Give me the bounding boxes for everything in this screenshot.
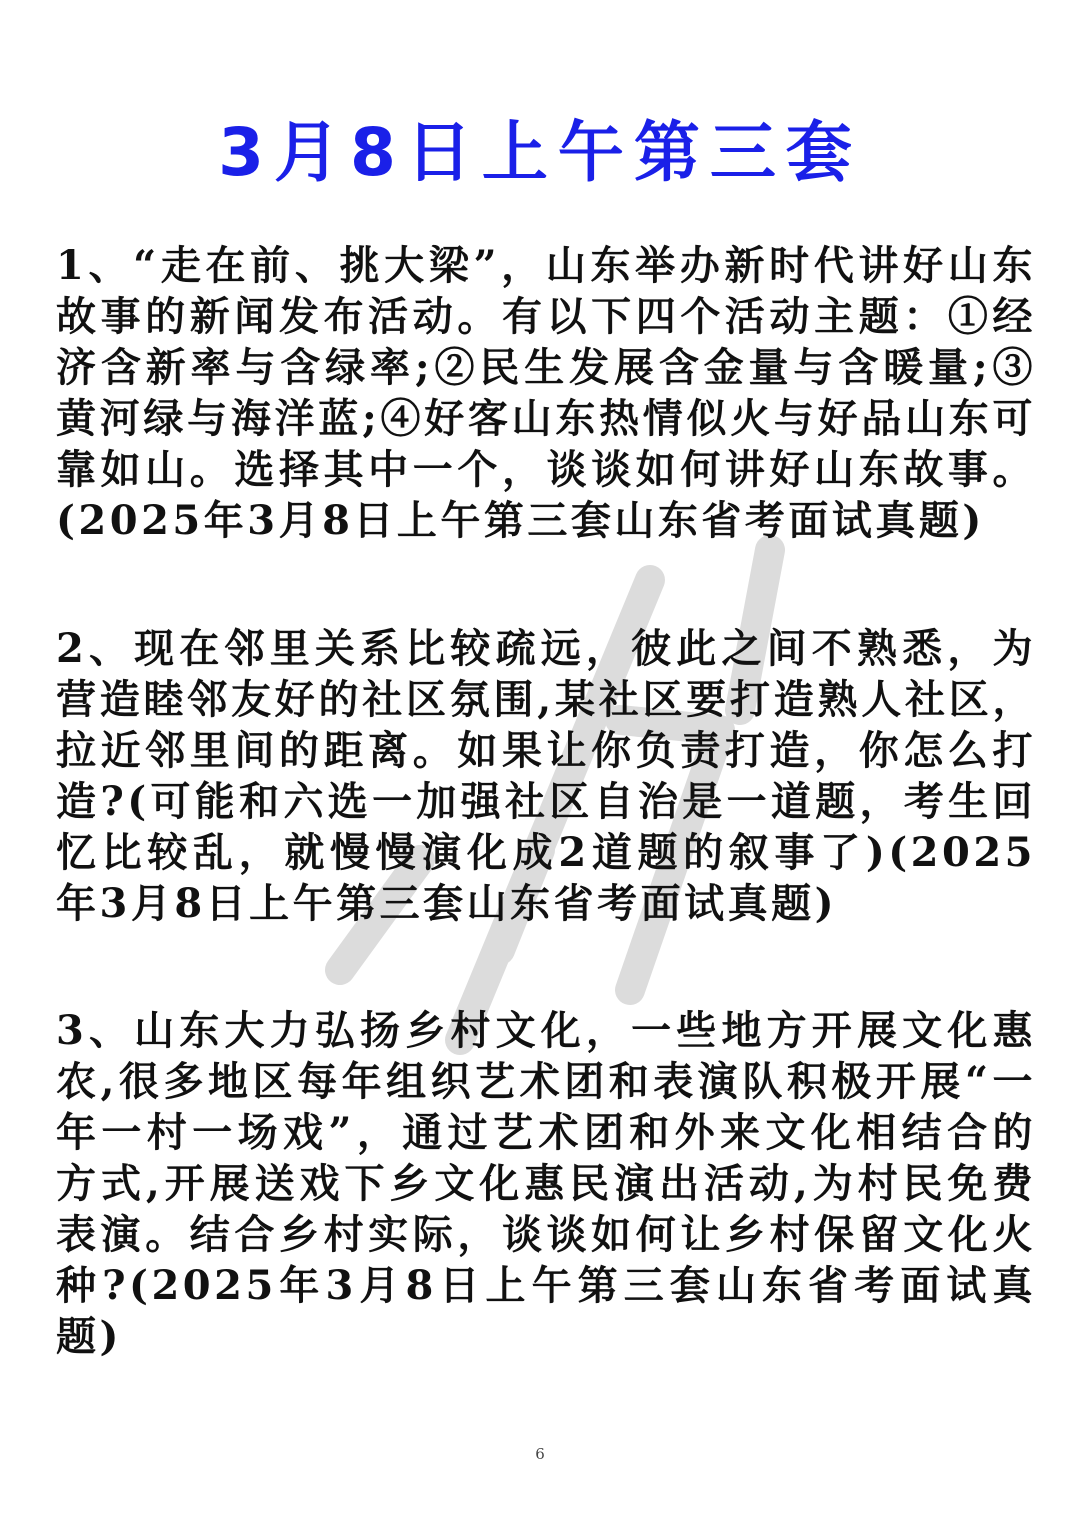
question-item-3: 3、山东大力弘扬乡村文化，一些地方开展文化惠农,很多地区每年组织艺术团和表演队积极开展“一年一村一场戏”，通过艺术团和外来文化相结合的方式,开展送戏下乡文化惠民演出活动,为村民免费表演。结合乡村实际，谈谈如何让乡村保留文化火种?(2025年3月8日上午第三套山东省考面试真题)	[56, 1007, 1036, 1360]
page-title: 3月8日上午第三套	[218, 114, 862, 191]
question-item-1: 1、“走在前、挑大梁”，山东举办新时代讲好山东故事的新闻发布活动。有以下四个活动主题：①经济含新率与含绿率;②民生发展含金量与含暖量;③黄河绿与海洋蓝;④好客山东热情似火与好品山东可靠如山。选择其中一个，谈谈如何讲好山东故事。(2025年3月8日上午第三套山东省考面试真题)	[56, 242, 1036, 544]
page-number: 6	[535, 1445, 545, 1463]
question-item-2: 2、现在邻里关系比较疏远，彼此之间不熟悉，为营造睦邻友好的社区氛围,某社区要打造熟人社区，拉近邻里间的距离。如果让你负责打造，你怎么打造?(可能和六选一加强社区自治是一道题，考生回忆比较乱，就慢慢演化成2道题的叙事了)(2025年3月8日上午第三套山东省考面试真题)	[56, 625, 1036, 927]
